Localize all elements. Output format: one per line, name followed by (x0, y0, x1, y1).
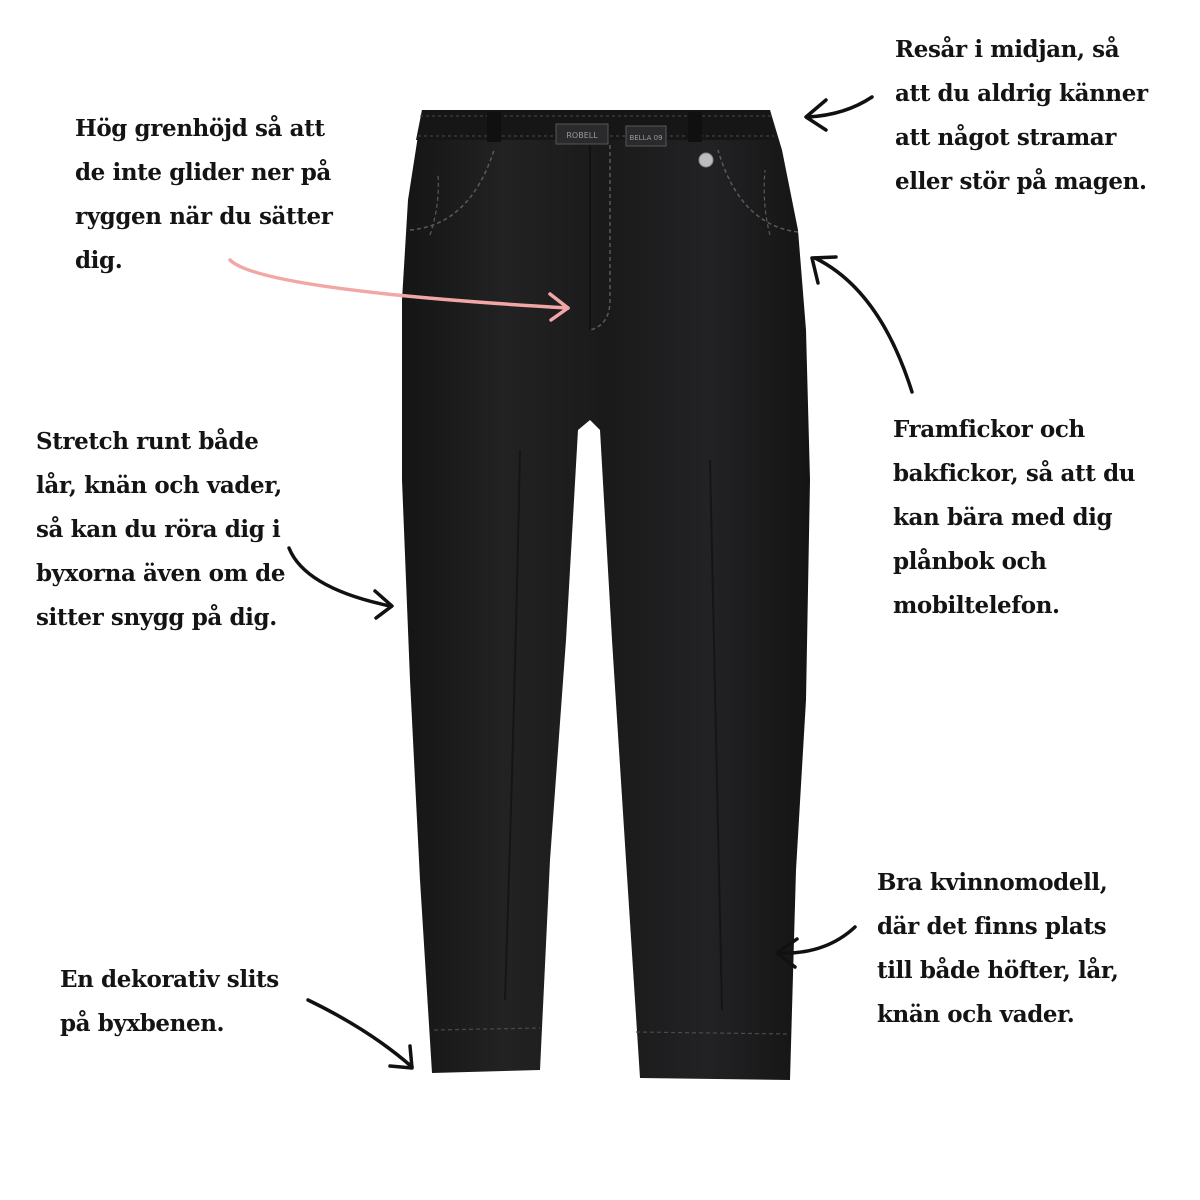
curved-arrow-icon (815, 258, 912, 392)
annotation-line: där det finns plats (877, 913, 1107, 940)
annotation-line: bakfickor, så att du (893, 460, 1136, 487)
annotation-line: kan bära med dig (893, 504, 1113, 531)
annotation-line: sitter snygg på dig. (36, 604, 277, 631)
annotation-line: Framfickor och (893, 416, 1085, 443)
belt-loop (487, 112, 501, 142)
annotation-line: på byxbenen. (60, 1010, 225, 1037)
annotation-line: dig. (75, 247, 123, 274)
pants-body (402, 110, 810, 1080)
annotation-line: lår, knän och vader, (36, 472, 282, 499)
annotation-line: mobiltelefon. (893, 592, 1060, 619)
annotation-line: knän och vader. (877, 1001, 1075, 1028)
belt-loop (688, 112, 702, 142)
annotation-stretch (36, 420, 285, 640)
annotation-pockets (893, 408, 1135, 628)
annotation-line: till både höfter, lår, (877, 957, 1119, 984)
annotation-line: Stretch runt både (36, 428, 259, 455)
annotation-line: Hög grenhöjd så att (75, 115, 325, 142)
waist-button (699, 153, 713, 167)
annotation-slit (60, 958, 279, 1046)
annotation-line: ryggen när du sätter (75, 203, 333, 230)
annotation-line: byxorna även om de (36, 560, 286, 587)
annotation-line: eller stör på magen. (895, 168, 1147, 195)
annotation-line: att något stramar (895, 124, 1116, 151)
annotation-rise (75, 107, 332, 283)
annotation-line: att du aldrig känner (895, 80, 1148, 107)
annotation-line: så kan du röra dig i (36, 516, 281, 543)
svg-text:BELLA 09: BELLA 09 (629, 134, 663, 142)
size-label (626, 126, 666, 146)
annotation-line: de inte glider ner på (75, 159, 331, 186)
annotation-line: plånbok och (893, 548, 1047, 575)
annotation-line: Resår i midjan, så (895, 36, 1120, 63)
annotation-line: En dekorativ slits (60, 966, 279, 993)
annotation-fit (877, 861, 1119, 1037)
annotation-waist (895, 28, 1148, 204)
annotation-line: Bra kvinnomodell, (877, 869, 1108, 896)
curved-arrow-icon (308, 1000, 412, 1067)
curved-arrow-icon (289, 548, 390, 606)
svg-text:ROBELL: ROBELL (566, 131, 598, 140)
brand-label (556, 124, 608, 144)
